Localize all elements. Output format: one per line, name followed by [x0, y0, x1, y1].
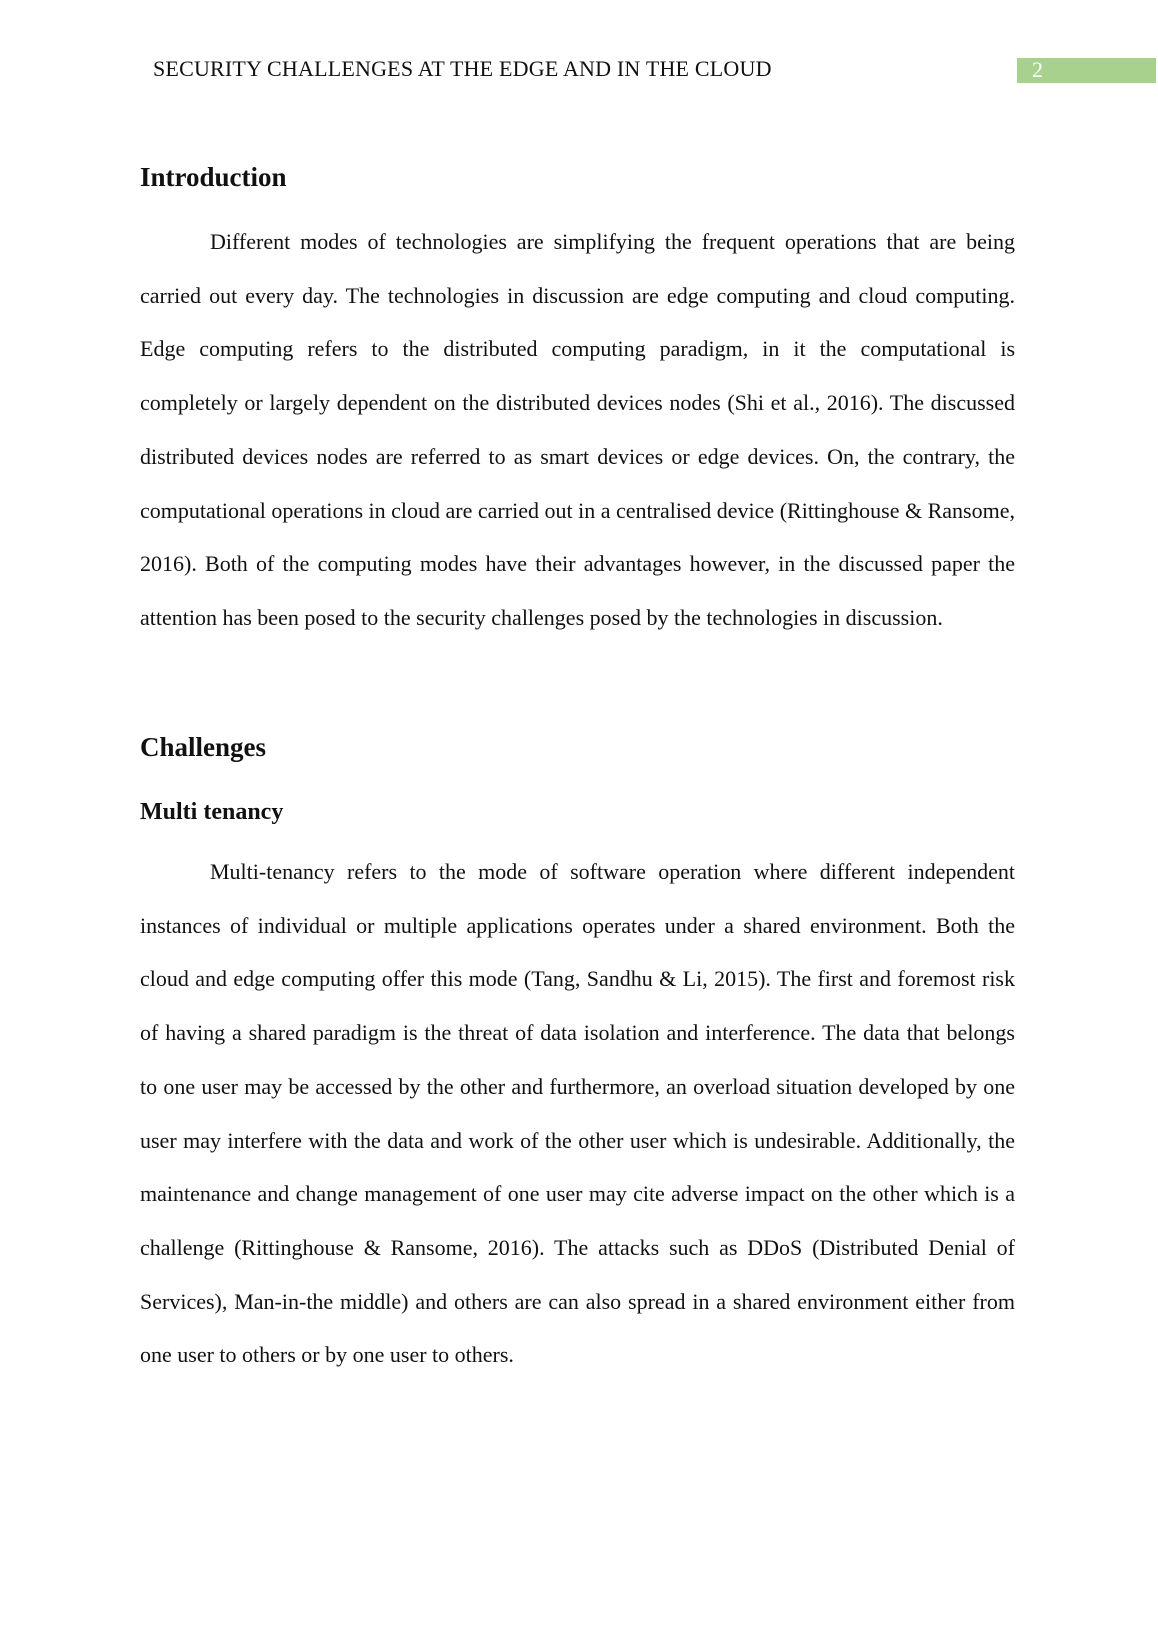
running-head: SECURITY CHALLENGES AT THE EDGE AND IN THE CLOUD [153, 56, 772, 81]
multi-tenancy-paragraph: Multi-tenancy refers to the mode of software operation where different independent instances of individual or multiple applications operates under a shared environment. Both the cloud and edge computing offer this mode (Tang, Sandhu & Li, 2015). The first and foremost risk of having a shared paradigm is the threat of data isolation and interference. The data that belongs to one user may be accessed by the other and furthermore, an overload situation developed by one user may interfere with the data and work of the other user which is undesirable. Additionally, the maintenance and change management of one user may cite adverse impact on the other which is a challenge (Rittinghouse & Ransome, 2016). The attacks such as DDoS (Distributed Denial of Services), Man-in-the middle) and others are can also spread in a shared environment either from one user to others or by one user to others. [140, 859, 1015, 1368]
page-number: 2 [1032, 57, 1043, 82]
introduction-paragraph: Different modes of technologies are simplifying the frequent operations that are being carried out every day. The technologies in discussion are edge computing and cloud computing. Edge computing refers to the distributed computing paradigm, in it the computational is completely or largely dependent on the distributed devices nodes (Shi et al., 2016). The discussed distributed devices nodes are referred to as smart devices or edge devices. On, the contrary, the computational operations in cloud are carried out in a centralised device (Rittinghouse & Ransome, 2016). Both of the computing modes have their advantages however, in the discussed paper the attention has been posed to the security challenges posed by the technologies in discussion. [140, 229, 1015, 630]
multi-tenancy-heading: Multi tenancy [140, 799, 284, 825]
page-number-box [1017, 58, 1156, 83]
introduction-heading: Introduction [140, 162, 287, 192]
challenges-heading: Challenges [140, 732, 267, 762]
